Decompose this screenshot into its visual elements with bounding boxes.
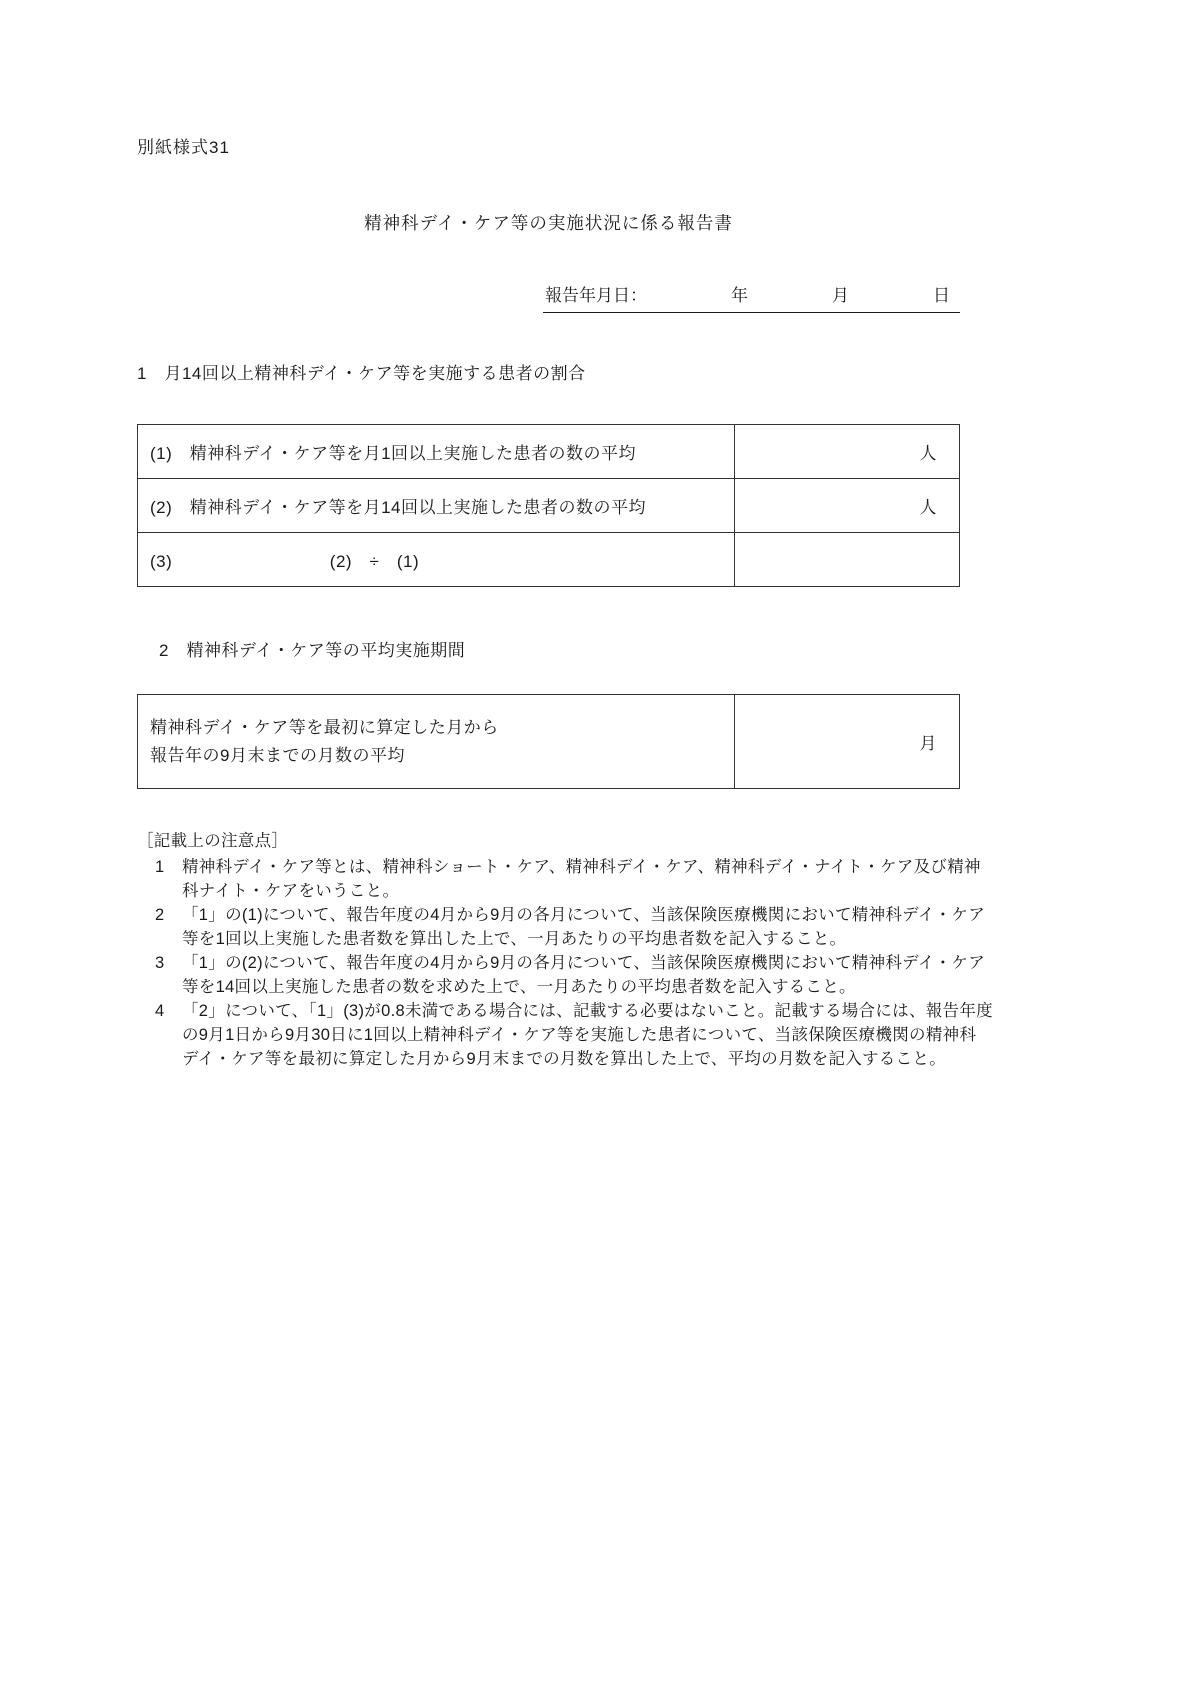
report-date-line [543,281,960,313]
section2-table [137,694,960,789]
row1-value-cell: 人 [735,425,960,479]
table-row [138,695,960,789]
note-item [155,951,993,999]
note-number: 2 [155,906,165,924]
report-date-label: 報告年月日： [545,286,647,305]
section2-label-line1: 精神科デイ・ケア等を最初に算定した月から [150,717,499,737]
row2-label: (2) 精神科デイ・ケア等を月14回以上実施した患者の数の平均 [138,479,735,533]
document-content [137,133,993,1071]
section2-label-line2: 報告年の9月末までの月数の平均 [150,745,405,765]
note-number: 4 [155,1002,165,1020]
note-number: 3 [155,954,165,972]
section2-value-cell: 月 [735,695,960,789]
note-text: 「2」について、「1」(3)が0.8未満である場合には、記載する必要はないこと。記載する場合には、報告年度の9月1日から9月30日に1回以上精神科デイ・ケア等を実施した患者について、当該保険医療機関の精神科デイ・ケア等を最初に算定した月から9月末までの月数を算出した上で、平均の月数を記入すること。 [182,1002,993,1068]
note-text: 「1」の(1)について、報告年度の4月から9月の各月について、当該保険医療機関において精神科デイ・ケア等を1回以上実施した患者数を算出した上で、一月あたりの平均患者数を記入すること。 [182,906,986,948]
row1-label: (1) 精神科デイ・ケア等を月1回以上実施した患者の数の平均 [138,425,735,479]
document-title: 精神科デイ・ケア等の実施状況に係る報告書 [364,213,733,233]
table-row [138,533,960,587]
note-item [155,855,993,903]
report-date-month-label: 月 [832,286,849,305]
report-date-day-label: 日 [933,286,950,305]
report-date-year-label: 年 [731,286,748,305]
note-text: 「1」の(2)について、報告年度の4月から9月の各月について、当該保険医療機関において精神科デイ・ケア等を14回以上実施した患者の数を求めた上で、一月あたりの平均患者数を記入すること。 [182,954,986,996]
section1-heading: 1 月14回以上精神科デイ・ケア等を実施する患者の割合 [137,364,586,383]
table-row [138,425,960,479]
form-number: 別紙様式31 [137,138,230,157]
note-item [155,903,993,951]
row2-value-cell: 人 [735,479,960,533]
row3-value-cell [735,533,960,587]
section2-row-label [138,695,735,789]
notes-section [137,829,993,1071]
section1-table [137,424,960,587]
table-row [138,479,960,533]
note-number: 1 [155,858,165,876]
section2-heading: 2 精神科デイ・ケア等の平均実施期間 [159,641,466,660]
note-item [155,999,993,1071]
notes-heading: ［記載上の注意点］ [137,832,289,850]
row3-label: (3) (2) ÷ (1) [138,533,735,587]
note-text: 精神科デイ・ケア等とは、精神科ショート・ケア、精神科デイ・ケア、精神科デイ・ナイト・ケア及び精神科ナイト・ケアをいうこと。 [182,858,981,900]
